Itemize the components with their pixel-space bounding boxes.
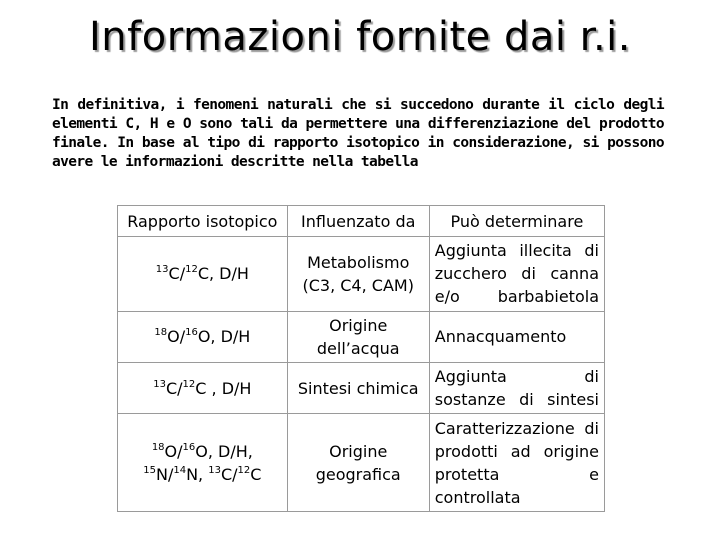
isotope-mass-number: 15 <box>143 464 156 476</box>
ratio-line: $^{13}$C/$^{12}$C , D/H <box>153 378 252 398</box>
ratio-line: $^{18}$O/$^{16}$O, D/H <box>154 327 251 347</box>
isotope-table <box>117 205 605 512</box>
isotope-mass-number: 13 <box>153 378 166 390</box>
influence-cell: Sintesi chimica <box>287 362 429 413</box>
isotope-mass-number: 13 <box>208 464 221 476</box>
table-row <box>118 311 605 362</box>
isotope-mass-number: 16 <box>185 327 198 339</box>
influence-cell: Origine geografica <box>287 414 429 512</box>
isotope-mass-number: 18 <box>154 327 168 339</box>
determines-cell: Annacquamento <box>429 311 604 362</box>
isotope-mass-number: 12 <box>182 378 196 390</box>
ratio-cell <box>118 414 288 512</box>
ratio-line: $^{18}$O/$^{16}$O, D/H, <box>151 441 253 461</box>
determines-cell: Caratterizzazione di prodotti ad origine protetta e controllata <box>429 414 604 512</box>
isotope-mass-number: 12 <box>237 464 251 476</box>
ratio-line: $^{13}$C/$^{12}$C, D/H <box>155 264 249 284</box>
isotope-mass-number: 14 <box>173 464 187 476</box>
page-title: Informazioni fornite dai r.i. <box>89 14 631 60</box>
table-row <box>118 362 605 413</box>
intro-paragraph: In definitiva, i fenomeni naturali che si succedono durante il ciclo degli elementi C, H e O sono tali da permettere una differenziazione del prodotto finale. In base al tipo di rapporto isotopico in considerazione, si possono avere le informazioni descritte nella tabella <box>52 97 664 170</box>
ratio-line: $^{15}$N/$^{14}$N, $^{13}$C/$^{12}$C <box>143 464 262 484</box>
isotope-mass-number: 18 <box>151 441 165 453</box>
isotope-mass-number: 16 <box>182 441 196 453</box>
ratio-cell <box>118 362 288 413</box>
determines-cell: Aggiunta illecita di zucchero di canna e/o barbabietola <box>429 237 604 312</box>
ratio-cell <box>118 237 288 312</box>
table-row <box>118 237 605 312</box>
header-influence: Influenzato da <box>287 206 429 237</box>
determines-cell: Aggiunta di sostanze di sintesi <box>429 362 604 413</box>
influence-cell: Metabolismo (C3, C4, CAM) <box>287 237 429 312</box>
table-row <box>118 414 605 512</box>
influence-cell: Origine dell’acqua <box>287 311 429 362</box>
header-determines: Può determinare <box>429 206 604 237</box>
table-header-row <box>118 206 605 237</box>
ratio-cell <box>118 311 288 362</box>
header-ratio: Rapporto isotopico <box>118 206 288 237</box>
isotope-mass-number: 13 <box>155 264 169 276</box>
isotope-mass-number: 12 <box>185 264 198 276</box>
